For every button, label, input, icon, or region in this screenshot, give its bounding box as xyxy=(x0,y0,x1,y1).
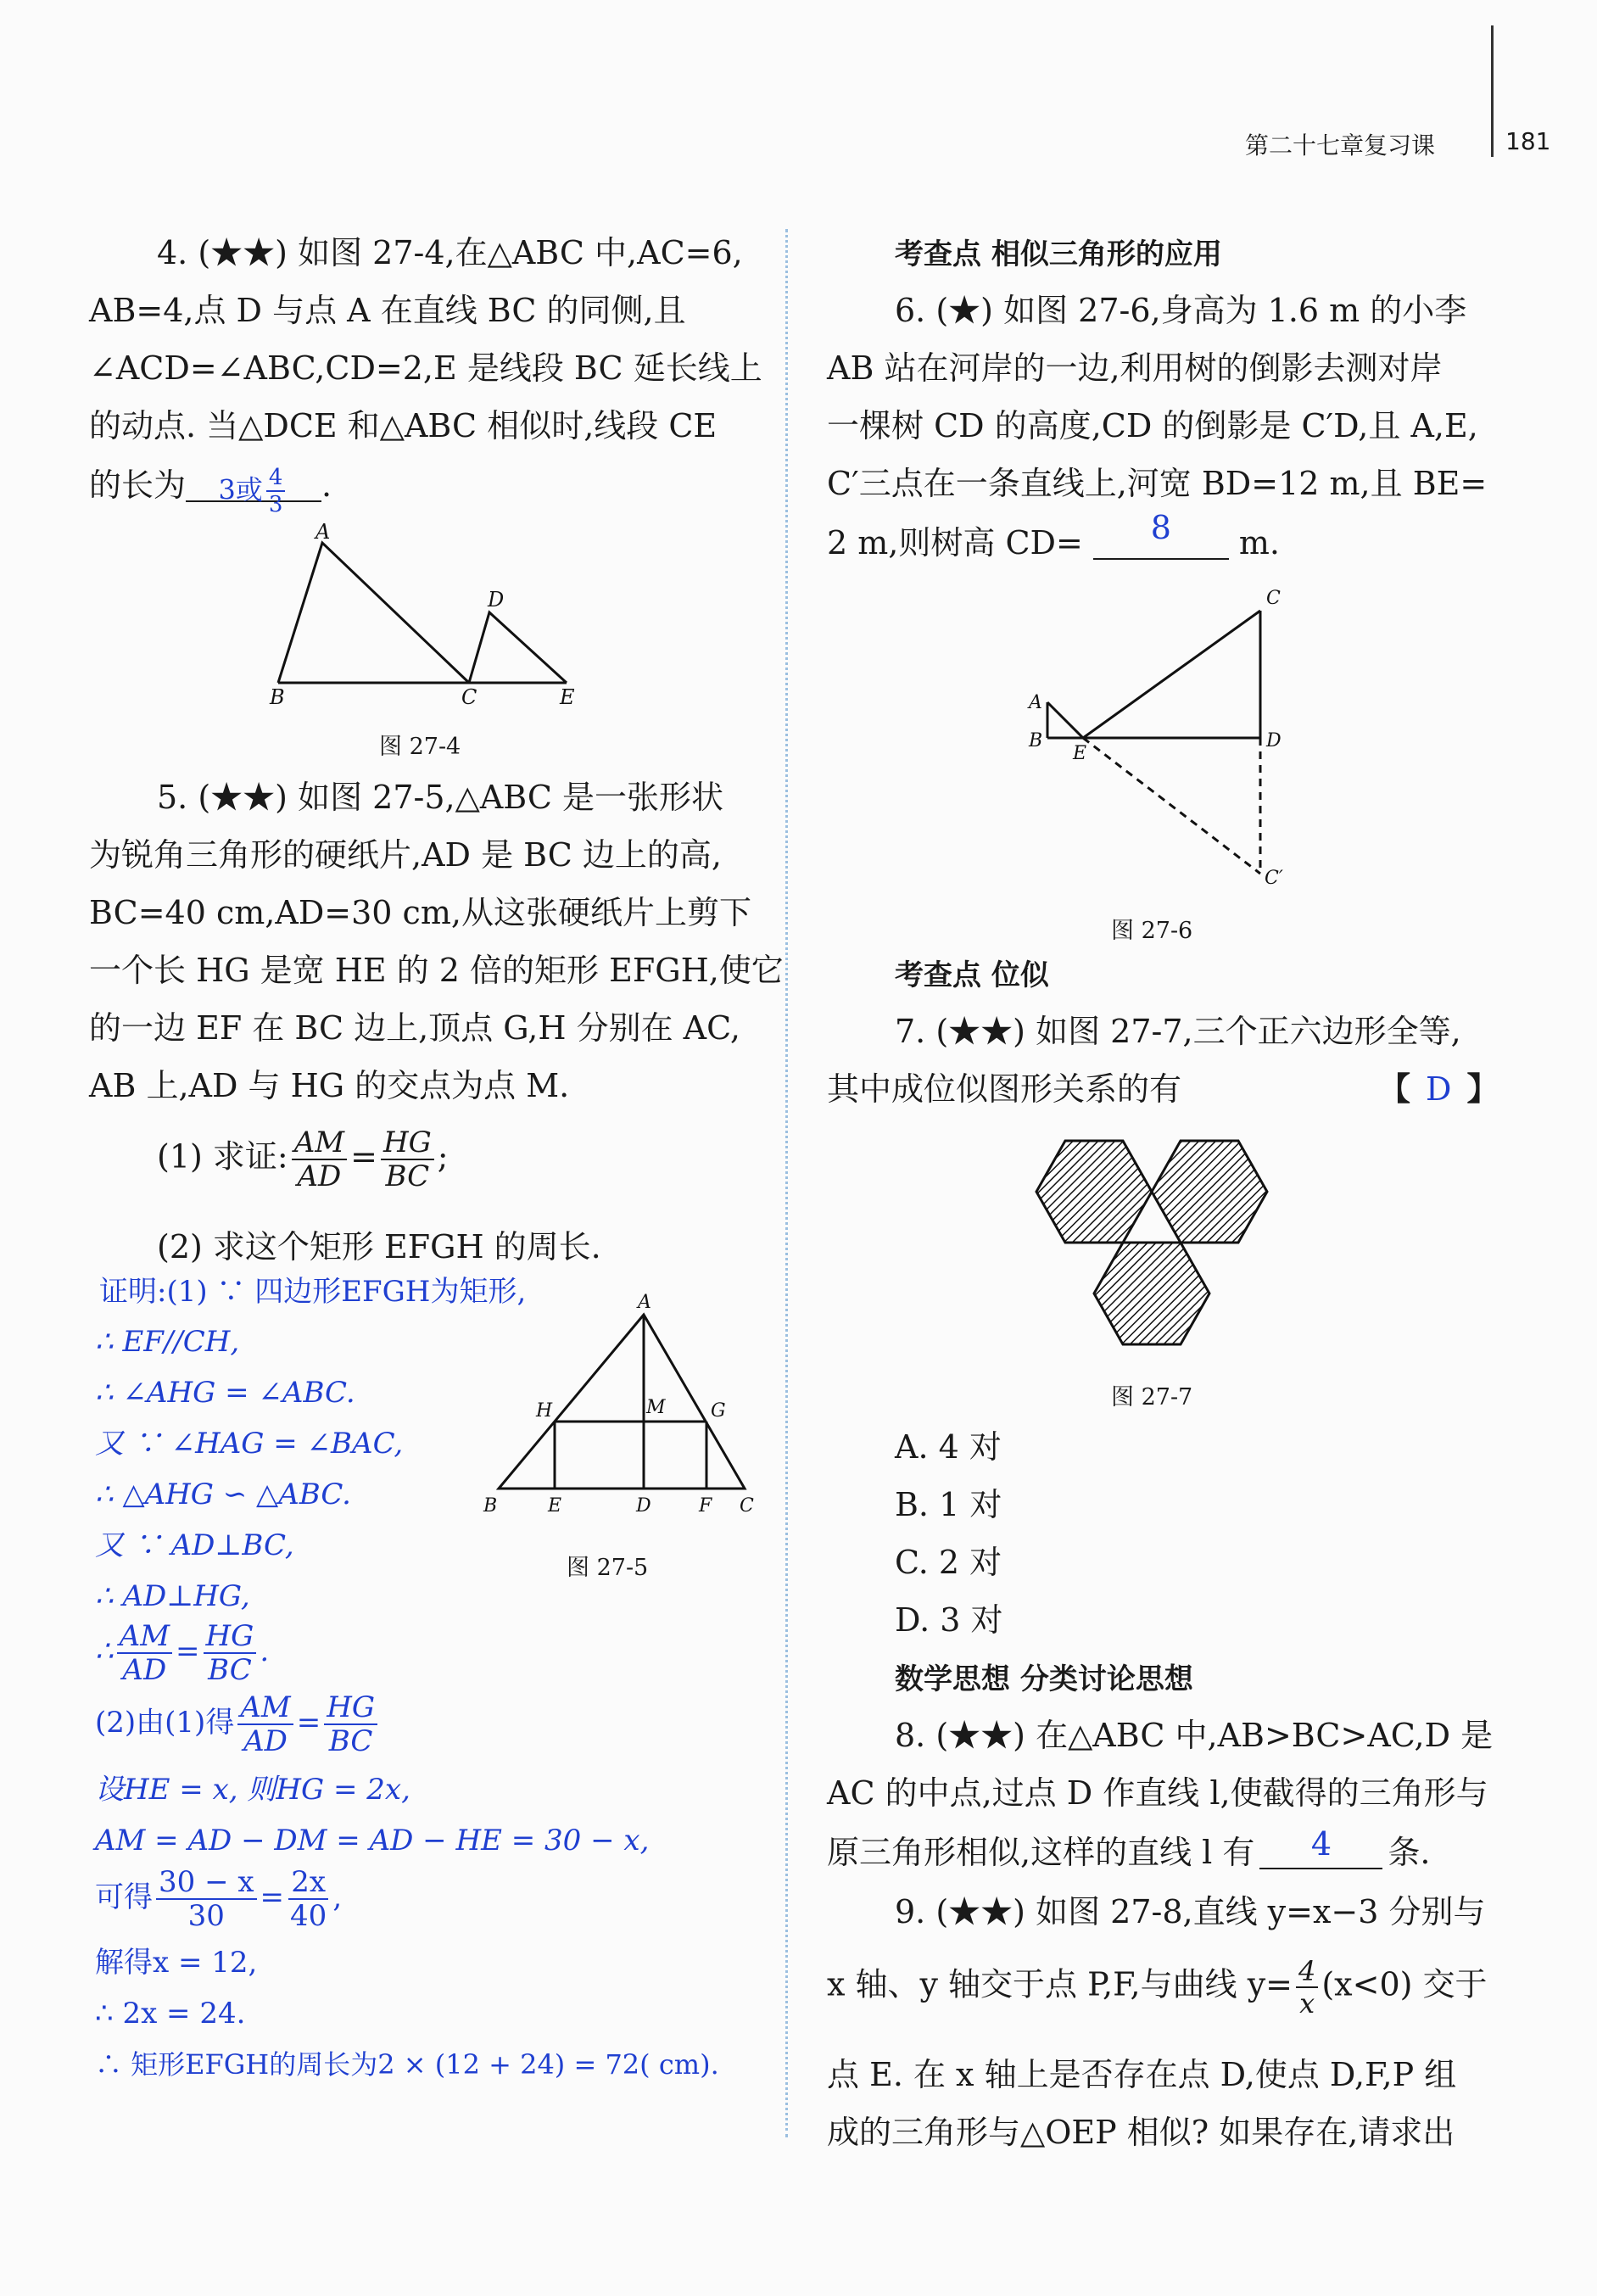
sol-l9-prefix: (2)由(1)得 xyxy=(95,1706,235,1740)
triangle-dce-sides xyxy=(469,612,567,683)
figure-27-4-caption: 图 27-4 xyxy=(379,734,461,760)
q5-line-5: 的一边 EF 在 BC 边上,顶点 G,H 分别在 AC, xyxy=(89,1009,740,1047)
solution-line-1: 证明:(1) ∵ 四边形EFGH为矩形, xyxy=(99,1275,527,1309)
label-d: D xyxy=(1266,730,1282,751)
header-rule xyxy=(1491,25,1494,157)
q4-suffix: . xyxy=(321,466,332,504)
q6-line-1: 6. (★) 如图 27-6,身高为 1.6 m 的小李 xyxy=(895,292,1467,329)
page-number: 181 xyxy=(1505,127,1551,155)
solution-line-3: ∴ ∠AHG = ∠ABC. xyxy=(95,1376,355,1410)
label-a: A xyxy=(315,522,331,544)
solution-line-15: ∴ 矩形EFGH的周长为2 × (12 + 24) = 72( cm). xyxy=(95,2048,719,2081)
label-m: M xyxy=(646,1397,666,1418)
q4-line-5 xyxy=(89,465,332,517)
label-b: B xyxy=(270,685,285,708)
q6-line-5 xyxy=(827,509,1280,561)
sol-l8-end: . xyxy=(260,1634,270,1668)
section-title-thinking: 数学思想 分类讨论思想 xyxy=(895,1662,1193,1696)
label-e: E xyxy=(1073,743,1087,764)
q4-line-4: 的动点. 当△DCE 和△ABC 相似时,线段 CE xyxy=(89,407,718,444)
q7-option-a: A. 4 对 xyxy=(895,1428,1002,1466)
label-c: C xyxy=(461,685,477,708)
q8-line-2: AC 的中点,过点 D 作直线 l,使截得的三角形与 xyxy=(827,1774,1488,1812)
q8-suffix: 条. xyxy=(1388,1834,1431,1871)
sol-l8-f1n: AM xyxy=(117,1622,172,1654)
label-c: C xyxy=(1266,588,1281,609)
label-a: A xyxy=(1029,692,1042,713)
q5-part1-prefix: (1) 求证: xyxy=(157,1137,288,1176)
q4-line-1: 4. (★★) 如图 27-4,在△ABC 中,AC=6, xyxy=(157,234,743,271)
solution-line-12 xyxy=(95,1865,343,1933)
solution-line-14: ∴ 2x = 24. xyxy=(95,1997,246,2031)
q9-frac-den: x xyxy=(1299,1987,1315,2019)
figure-27-6-caption: 图 27-6 xyxy=(1111,918,1193,944)
sol-l9-f2d: BC xyxy=(328,1724,373,1758)
hexagon-bottom xyxy=(1094,1243,1209,1344)
q5-line-1: 5. (★★) 如图 27-5,△ABC 是一张形状 xyxy=(157,779,724,816)
q8-prefix: 原三角形相似,这样的直线 l 有 xyxy=(827,1834,1255,1871)
q9-fraction xyxy=(1296,1955,1318,2019)
q5-eq: = xyxy=(350,1137,377,1176)
q6-answer: 8 xyxy=(1150,509,1171,546)
q6-prefix: 2 m,则树高 CD= xyxy=(827,524,1083,561)
reflection-ec2 xyxy=(1083,738,1260,874)
q5-line-6: AB 上,AD 与 HG 的交点为点 M. xyxy=(89,1067,570,1104)
q7-option-c: C. 2 对 xyxy=(895,1544,1002,1581)
figure-27-5-caption: 图 27-5 xyxy=(567,1555,649,1581)
q9-line2-prefix: x 轴、y 轴交于点 P,F,与曲线 y= xyxy=(827,1965,1293,2003)
label-b: B xyxy=(483,1495,498,1517)
hexagon-left xyxy=(1036,1141,1152,1243)
solution-line-5: ∴ △AHG ∽ △ABC. xyxy=(95,1478,351,1511)
q4-answer-num: 4 xyxy=(266,466,286,492)
sol-l9-frac2 xyxy=(324,1690,377,1758)
label-f: F xyxy=(699,1495,712,1517)
sol-l8-prefix: ∴ xyxy=(95,1634,114,1668)
sol-l9-f1d: AD xyxy=(243,1724,288,1758)
q6-line-3: 一棵树 CD 的高度,CD 的倒影是 C′D,且 A,E, xyxy=(827,407,1478,444)
chapter-title: 第二十七章复习课 xyxy=(1245,131,1436,159)
sol-l8-eq: = xyxy=(176,1634,200,1668)
figure-27-5 xyxy=(475,1289,763,1518)
sol-l12-f2n: 2x xyxy=(288,1868,328,1900)
q5-line-3: BC=40 cm,AD=30 cm,从这张硬纸片上剪下 xyxy=(89,894,751,931)
solution-line-7: ∴ AD⊥HG, xyxy=(95,1579,250,1613)
q7-line-2: 其中成位似图形关系的有 xyxy=(827,1070,1182,1108)
sol-l8-f2n: HG xyxy=(204,1622,257,1654)
q5-line-2: 为锐角三角形的硬纸片,AD 是 BC 边上的高, xyxy=(89,836,723,874)
q5-fraction-am-ad xyxy=(292,1128,347,1191)
sight-ae xyxy=(1047,702,1083,738)
solution-line-2: ∴ EF//CH, xyxy=(95,1325,240,1359)
q4-answer-den: 3 xyxy=(268,492,283,517)
q4-answer-a: 3或 xyxy=(218,473,263,506)
q8-answer-blank xyxy=(1259,1825,1382,1869)
label-d: D xyxy=(636,1495,651,1517)
q8-answer: 4 xyxy=(1310,1825,1332,1863)
label-c-prime: C′ xyxy=(1265,868,1283,889)
sol-l9-frac1 xyxy=(237,1690,293,1758)
q4-line-2: AB=4,点 D 与点 A 在直线 BC 的同侧,且 xyxy=(89,292,686,329)
solution-line-10: 设HE = x, 则HG = 2x, xyxy=(95,1773,410,1807)
label-a: A xyxy=(638,1292,651,1313)
sol-l9-eq: = xyxy=(296,1706,321,1740)
q5-line-4: 一个长 HG 是宽 HE 的 2 倍的矩形 EFGH,使它 xyxy=(89,952,784,989)
solution-line-6: 又 ∵ AD⊥BC, xyxy=(95,1528,294,1562)
sight-ec xyxy=(1083,611,1260,738)
sol-l12-end: , xyxy=(332,1880,343,1914)
q7-bracket-left: 【 xyxy=(1378,1070,1411,1108)
label-e: E xyxy=(560,685,575,708)
q4-answer-blank xyxy=(186,465,321,517)
label-e: E xyxy=(548,1495,562,1517)
figure-27-7 xyxy=(1030,1132,1285,1353)
q4-line-3: ∠ACD=∠ABC,CD=2,E 是线段 BC 延长线上 xyxy=(89,349,762,387)
triangle-abc-sides xyxy=(278,543,469,683)
sol-l8-f1d: AD xyxy=(122,1653,167,1687)
sol-l12-f2d: 40 xyxy=(290,1899,327,1933)
q9-line-2 xyxy=(827,1955,1488,2019)
solution-line-9 xyxy=(95,1690,381,1758)
sol-l8-frac1 xyxy=(117,1619,172,1687)
sol-l9-f2n: HG xyxy=(324,1693,377,1725)
label-h: H xyxy=(536,1400,553,1422)
solution-line-11: AM = AD − DM = AD − HE = 30 − x, xyxy=(95,1824,650,1857)
q6-answer-blank xyxy=(1093,509,1229,560)
q7-line-1: 7. (★★) 如图 27-7,三个正六边形全等, xyxy=(895,1013,1461,1050)
q7-answer: D xyxy=(1426,1070,1452,1108)
hexagon-right xyxy=(1152,1141,1267,1243)
label-b: B xyxy=(1029,730,1043,751)
sol-l12-f1d: 30 xyxy=(187,1899,225,1933)
q5-f1-den: AD xyxy=(297,1159,342,1193)
label-c: C xyxy=(740,1495,754,1517)
solution-line-4: 又 ∵ ∠HAG = ∠BAC, xyxy=(95,1427,404,1461)
q7-option-d: D. 3 对 xyxy=(895,1601,1003,1639)
q5-part-2: (2) 求这个矩形 EFGH 的周长. xyxy=(157,1228,601,1265)
q9-line-1: 9. (★★) 如图 27-8,直线 y=x−3 分别与 xyxy=(895,1893,1486,1930)
solution-line-13: 解得x = 12, xyxy=(95,1946,258,1980)
q8-line-1: 8. (★★) 在△ABC 中,AB>BC>AC,D 是 xyxy=(895,1717,1494,1754)
solution-line-8 xyxy=(95,1619,270,1687)
sol-l9-f1n: AM xyxy=(237,1693,293,1725)
q9-line-4: 成的三角形与△OEP 相似? 如果存在,请求出 xyxy=(827,2114,1455,2151)
column-divider xyxy=(785,229,788,2137)
q6-line-2: AB 站在河岸的一边,利用树的倒影去测对岸 xyxy=(827,349,1443,387)
section-title-application: 考查点 相似三角形的应用 xyxy=(895,237,1222,271)
q7-bracket-right: 】 xyxy=(1466,1070,1499,1108)
q6-suffix: m. xyxy=(1238,524,1280,561)
sol-l12-prefix: 可得 xyxy=(95,1880,153,1914)
figure-27-4 xyxy=(254,522,594,708)
q7-option-b: B. 1 对 xyxy=(895,1486,1002,1523)
figure-27-7-caption: 图 27-7 xyxy=(1111,1384,1193,1411)
sol-l12-eq: = xyxy=(260,1880,285,1914)
q6-line-4: C′三点在一条直线上,河宽 BD=12 m,且 BE= xyxy=(827,465,1488,502)
label-d: D xyxy=(488,588,505,612)
q5-part1-end: ; xyxy=(437,1137,449,1176)
label-g: G xyxy=(711,1400,726,1422)
q5-f2-den: BC xyxy=(385,1159,430,1193)
figure-27-6 xyxy=(1013,577,1319,899)
q4-answer-fraction xyxy=(266,466,286,516)
q7-answer-bracket xyxy=(1378,1072,1499,1106)
sol-l8-f2d: BC xyxy=(208,1653,252,1687)
q5-part-1 xyxy=(157,1128,449,1191)
q5-fraction-hg-bc xyxy=(381,1128,434,1191)
q5-f2-num: HG xyxy=(381,1128,434,1160)
q9-line-3: 点 E. 在 x 轴上是否存在点 D,使点 D,F,P 组 xyxy=(827,2056,1457,2093)
sol-l12-frac2 xyxy=(288,1865,329,1933)
q5-f1-num: AM xyxy=(292,1128,347,1160)
q9-line2-suffix: (x<0) 交于 xyxy=(1321,1965,1488,2003)
q4-prefix: 的长为 xyxy=(89,466,187,504)
q8-line-3 xyxy=(827,1825,1431,1871)
q9-frac-num: 4 xyxy=(1296,1958,1318,1988)
section-title-homothety: 考查点 位似 xyxy=(895,958,1049,992)
sol-l12-frac1 xyxy=(156,1865,257,1933)
sol-l12-f1n: 30 − x xyxy=(156,1868,257,1900)
sol-l8-frac2 xyxy=(204,1619,257,1687)
